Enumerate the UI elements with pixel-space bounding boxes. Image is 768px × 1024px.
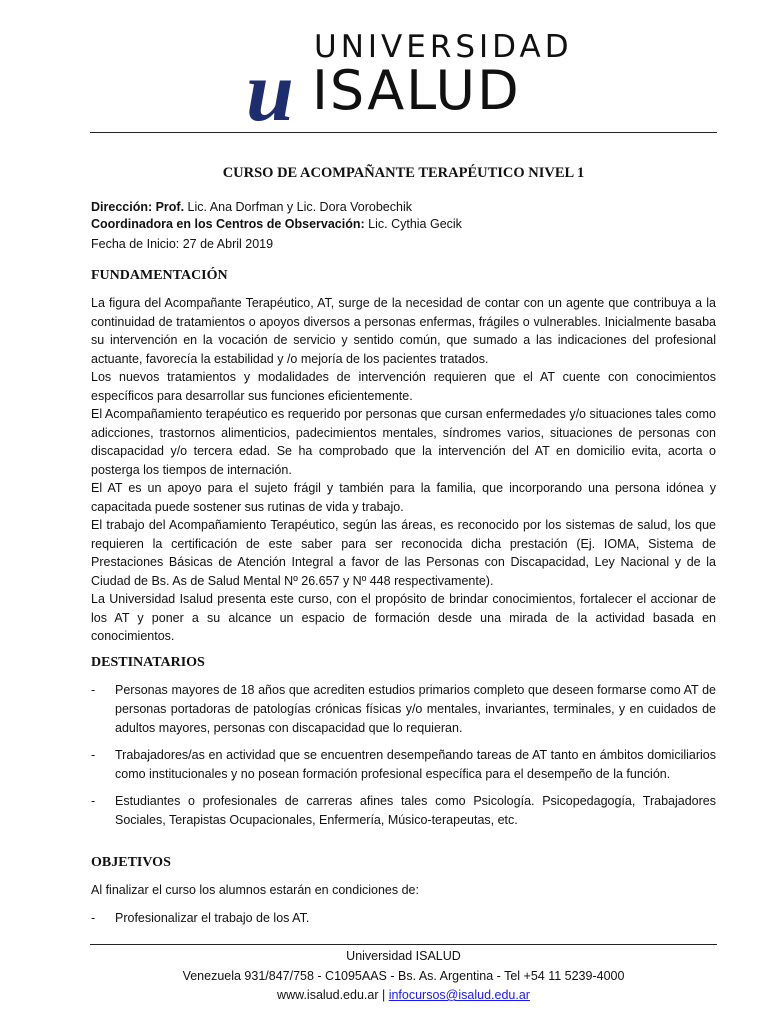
- list-item-text: Profesionalizar el trabajo de los AT.: [115, 911, 310, 925]
- list-bullet: -: [91, 683, 96, 697]
- list-item-text: Trabajadores/as en actividad que se encuentren desempeñando tareas de AT tanto en ámbitos domiciliarios como institucionales y no posean formación profesional específica para el desempeño de la función.: [115, 748, 716, 781]
- paragraph: El trabajo del Acompañamiento Terapéutico, según las áreas, es reconocido por los sistemas de salud, los que requieren la certificación de este saber para ser reconocida dicha prestación (Ej. IOMA, Sistema de Prestaciones Básicas de Atención Integral a favor de las Personas con Discapacidad, Ley Nacional y de la Ciudad de Bs. As de Salud Mental Nº 26.657 y Nº 448 respectivamente).: [91, 518, 716, 588]
- direccion-line: [91, 199, 412, 216]
- university-logo: [246, 28, 573, 139]
- list-item-text: Estudiantes o profesionales de carreras afines tales como Psicología. Psicopedagogía, Trabajadores Sociales, Terapistas Ocupacionales, Enfermería, Músico-terapeutas, etc.: [115, 794, 716, 827]
- list-item-text: Personas mayores de 18 años que acrediten estudios primarios completo que deseen formarse como AT de personas portadoras de patologías crónicas físicas y/o mentales, invariantes, terminales, y en cuidados de adultos mayores, personas con discapacidad que lo requieran.: [115, 683, 716, 735]
- coordinadora-line: [91, 216, 462, 233]
- paragraph: La Universidad Isalud presenta este curso, con el propósito de brindar conocimientos, fortalecer el accionar de los AT y poner a su alcance un espacio de formación desde una mirada de la actividad basada en conocimientos.: [91, 592, 716, 643]
- footer-name: Universidad ISALUD: [346, 949, 461, 963]
- destinatarios-list: [91, 681, 716, 838]
- list-bullet: -: [91, 748, 96, 762]
- paragraph: El AT es un apoyo para el sujeto frágil y también para la familia, que incorporando una persona idónea y capacitada puede sostener sus rutinas de vida y trabajo.: [91, 481, 716, 514]
- list-item: [91, 746, 716, 784]
- fecha-inicio: Fecha de Inicio: 27 de Abril 2019: [91, 237, 274, 251]
- logo-mark: u: [246, 43, 288, 139]
- direccion-value: Lic. Ana Dorfman y Lic. Dora Vorobechik: [184, 200, 412, 214]
- paragraph: El Acompañamiento terapéutico es requerido por personas que cursan enfermedades y/o situaciones tales como adicciones, trastornos alimenticios, padecimientos mentales, síndromes varios, situaciones de personas con discapacidad y/o tercera edad. Se ha comprobado que la intervención del AT en domicilio evita, acorta o posterga los tiempos de internación.: [91, 407, 716, 477]
- objetivos-intro: Al finalizar el curso los alumnos estarán en condiciones de:: [91, 883, 419, 897]
- header-divider: [90, 132, 717, 133]
- footer-address: Venezuela 931/847/758 - C1095AAS - Bs. As. Argentina - Tel +54 11 5239-4000: [182, 969, 625, 983]
- paragraph: La figura del Acompañante Terapéutico, AT, surge de la necesidad de contar con un agente que contribuya a la continuidad de tratamientos o apoyos diversos a personas enfermas, frágiles o vulnerables. Inicialmente basaba su intervención en la vocación de servicio y sentido común, que sumado a las indicaciones del profesional actuante, favorecía la estabilidad y /o mejoría de los pacientes tratados.: [91, 296, 716, 366]
- footer-separator: |: [378, 988, 389, 1002]
- email-link[interactable]: infocursos@isalud.edu.ar: [388, 988, 530, 1002]
- objetivos-list: [91, 909, 716, 936]
- footer-links: [90, 985, 717, 1005]
- coordinadora-label: Coordinadora en los Centros de Observación:: [91, 217, 365, 231]
- list-item: [91, 681, 716, 738]
- heading-objetivos: OBJETIVOS: [91, 855, 171, 870]
- list-bullet: -: [91, 794, 96, 808]
- paragraph: Los nuevos tratamientos y modalidades de intervención requieren que el AT cuente con conocimientos específicos para desarrollar sus funciones eficientemente.: [91, 370, 716, 403]
- website-link[interactable]: www.isalud.edu.ar: [277, 988, 379, 1002]
- coordinadora-value: Lic. Cythia Gecik: [364, 217, 462, 231]
- list-item: [91, 792, 716, 830]
- heading-fundamentacion: FUNDAMENTACIÓN: [91, 268, 228, 283]
- logo-text-bottom: ISALUD: [312, 59, 521, 122]
- direccion-label: Dirección: Prof.: [91, 200, 185, 214]
- logo-text-top: UNIVERSIDAD: [314, 29, 573, 65]
- list-item: [91, 909, 716, 928]
- document-title: CURSO DE ACOMPAÑANTE TERAPÉUTICO NIVEL 1: [222, 165, 585, 181]
- list-bullet: -: [91, 911, 96, 925]
- heading-destinatarios: DESTINATARIOS: [91, 655, 205, 670]
- fundamentacion-body: [91, 294, 716, 646]
- footer-divider: [90, 944, 717, 945]
